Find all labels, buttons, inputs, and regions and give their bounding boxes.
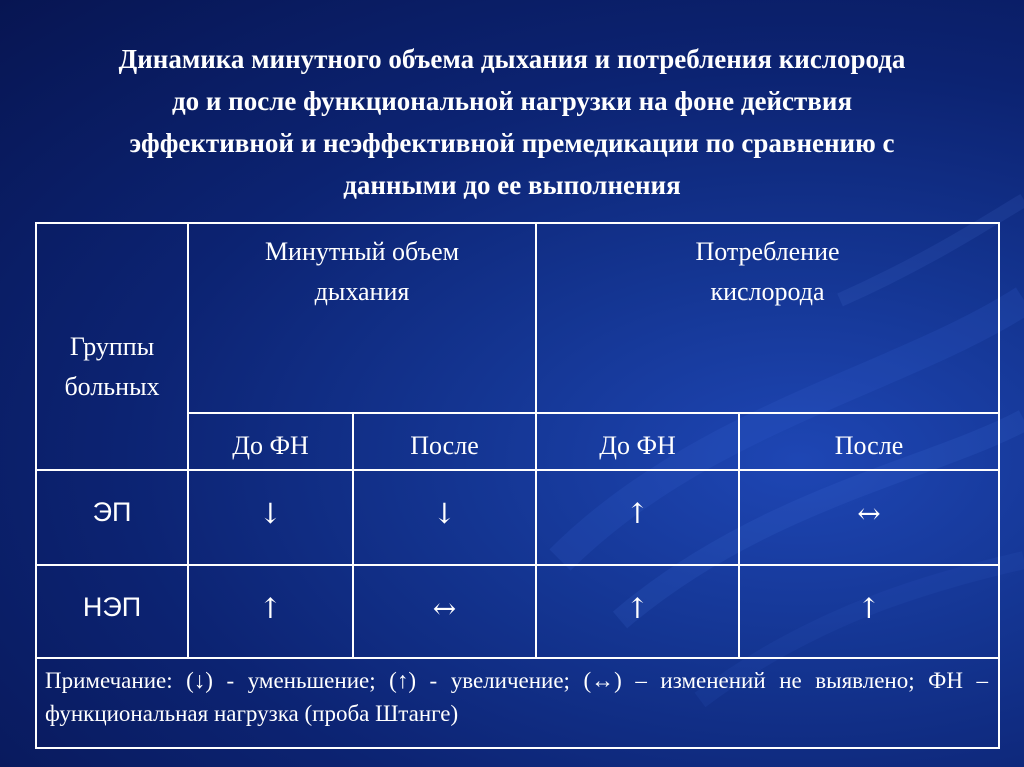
trend-arrow-icon: ↑	[739, 565, 999, 658]
col-group-line: кислорода	[710, 277, 825, 306]
subheader-cell: После	[353, 413, 536, 470]
row-group-label: ЭП	[36, 470, 188, 565]
trend-arrow-icon: ↑	[536, 565, 739, 658]
table-row	[36, 470, 999, 565]
subheader-cell: До ФН	[188, 413, 353, 470]
subheader-cell: После	[739, 413, 999, 470]
slide-title	[10, 38, 1014, 206]
groups-header-cell	[36, 223, 188, 470]
col-group-minute-volume	[188, 223, 536, 413]
title-line: данными до ее выполнения	[343, 170, 681, 200]
trend-arrow-icon: ↔	[353, 565, 536, 658]
table-row	[36, 565, 999, 658]
col-group-oxygen-consumption	[536, 223, 999, 413]
trend-arrow-icon: ↔	[739, 470, 999, 565]
groups-header-line: больных	[64, 371, 160, 401]
col-group-line: Минутный объем	[264, 237, 460, 266]
note-row	[36, 658, 999, 748]
col-group-line: дыхания	[314, 277, 410, 306]
groups-header-line: Группы	[69, 331, 155, 361]
header-row	[36, 223, 999, 413]
subheader-cell: До ФН	[536, 413, 739, 470]
row-group-label: НЭП	[36, 565, 188, 658]
trend-arrow-icon: ↑	[536, 470, 739, 565]
data-table	[35, 222, 1000, 749]
table-note: Примечание: (↓) - уменьшение; (↑) - увеличение; (↔) – изменений не выявлено; ФН – функциональная нагрузка (проба Штанге)	[36, 658, 999, 748]
title-line: до и после функциональной нагрузки на фоне действия	[171, 86, 853, 116]
trend-arrow-icon: ↓	[353, 470, 536, 565]
col-group-line: Потребление	[695, 237, 840, 266]
title-line: эффективной и неэффективной премедикации по сравнению с	[129, 128, 895, 158]
title-line: Динамика минутного объема дыхания и потребления кислорода	[118, 44, 906, 74]
trend-arrow-icon: ↑	[188, 565, 353, 658]
trend-arrow-icon: ↓	[188, 470, 353, 565]
